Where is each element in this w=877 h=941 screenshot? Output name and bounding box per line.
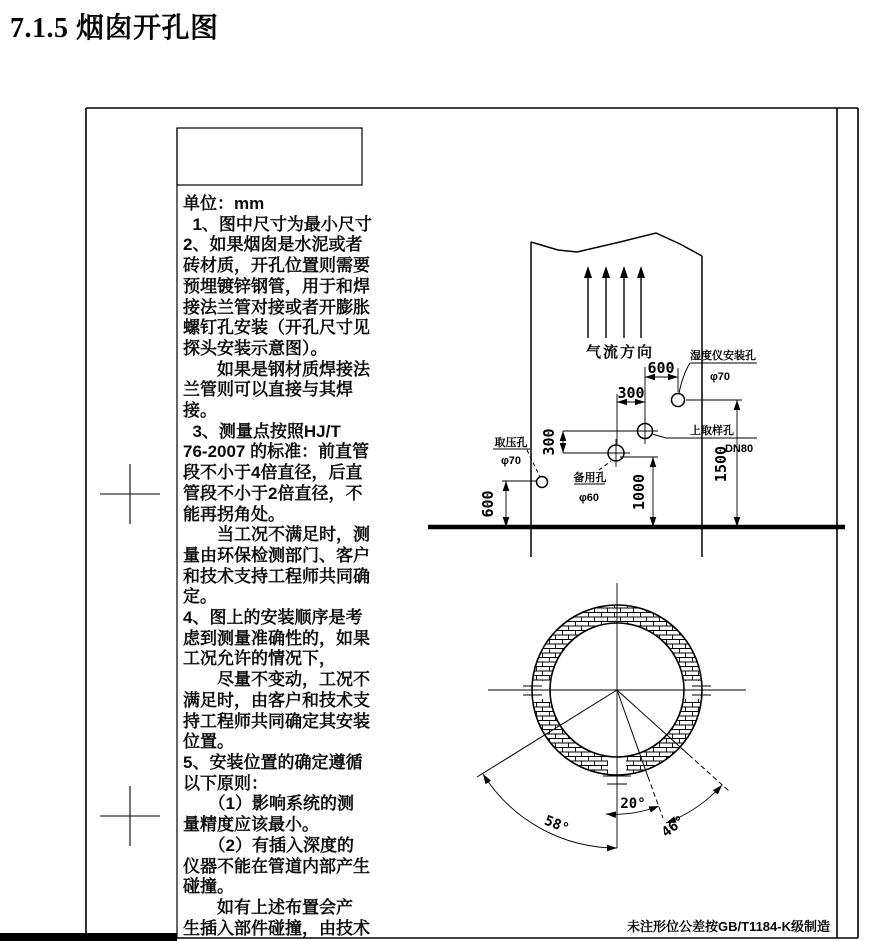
airflow-arrows xyxy=(584,266,645,338)
registration-marks xyxy=(100,464,160,846)
note-line: （1）影响系统的测 xyxy=(183,794,354,814)
title-box-empty xyxy=(177,128,362,185)
note-line: 虑到测量准确性的，如果 xyxy=(183,628,370,648)
note-line: 砖材质，开孔位置则需要 xyxy=(183,256,370,276)
note-line: 仪器不能在管道内部产生 xyxy=(183,856,370,876)
pressure-hole-leader xyxy=(527,450,540,477)
pressure-hole-size: φ70 xyxy=(500,455,522,467)
humidity-hole-leader xyxy=(679,363,690,393)
sampling-hole-size: DN80 xyxy=(724,443,754,455)
note-line: 尽量不变动，工况不 xyxy=(183,670,370,690)
note-line: 接法兰管对接或者开膨胀 xyxy=(183,297,370,317)
angle-dimension-arcs xyxy=(483,774,722,848)
sampling-hole-label: 上取样孔 xyxy=(690,425,734,437)
angle-46: 46° xyxy=(658,812,689,841)
spare-hole-size: φ60 xyxy=(578,492,600,504)
note-line: 位置。 xyxy=(183,732,234,752)
note-line: 量由环保检测部门、客户 xyxy=(183,545,370,565)
humidity-hole-size: φ70 xyxy=(709,371,731,383)
note-line: 单位：mm xyxy=(183,194,265,213)
note-line: 量精度应该最小。 xyxy=(183,815,319,835)
tolerance-note: 未注形位公差按GB/T1184-K级制造 xyxy=(627,919,830,934)
pressure-hole xyxy=(537,477,548,488)
cross-mark-upper xyxy=(100,464,160,524)
dim-600-left: 600 xyxy=(479,490,497,518)
note-line: 兰管则可以直接与其焊 xyxy=(183,380,353,400)
note-line: 接。 xyxy=(183,401,217,421)
chimney-break-line xyxy=(531,233,702,256)
spare-hole-label: 备用孔 xyxy=(573,472,607,484)
chimney-elevation xyxy=(428,233,845,557)
dim-300-vertical: 300 xyxy=(540,428,558,456)
note-line: 1、图中尺寸为最小尺寸 xyxy=(183,214,372,234)
spare-hole-leader xyxy=(599,461,611,470)
note-line: 螺钉孔安装（开孔尺寸见 xyxy=(183,318,370,338)
note-line: 满足时，由客户和技术支 xyxy=(183,690,370,710)
note-line: 4、图上的安装顺序是考 xyxy=(183,608,363,628)
dim-1500: 1500 xyxy=(712,445,730,483)
humidity-hole-label: 湿度仪安装孔 xyxy=(690,350,756,362)
note-line: 如果是钢材质焊接法 xyxy=(183,359,370,379)
angle-58: 58° xyxy=(541,812,572,838)
note-line: 如有上述布置会产 xyxy=(183,897,353,917)
note-line: 以下原则： xyxy=(183,773,268,793)
note-line: 持工程师共同确定其安装 xyxy=(183,711,370,731)
note-line: 5、安装位置的确定遵循 xyxy=(183,752,363,772)
note-line: 碰撞。 xyxy=(183,877,234,897)
note-line: 定。 xyxy=(183,587,217,607)
dim-300-top: 300 xyxy=(617,384,645,402)
sheet-frame xyxy=(86,108,858,938)
note-line: 工况允许的情况下， xyxy=(183,649,336,669)
dim-600-top: 600 xyxy=(647,359,675,377)
note-line: （2）有插入深度的 xyxy=(183,835,354,855)
note-line: 2、如果烟囱是水泥或者 xyxy=(183,235,363,255)
note-line: 和技术支持工程师共同确 xyxy=(183,566,370,586)
note-line: 能再拐角处。 xyxy=(183,504,285,524)
note-line: 段不小于4倍直径，后直 xyxy=(183,463,363,483)
note-line: 管段不小于2倍直径，不 xyxy=(183,483,363,503)
scan-black-bar xyxy=(0,933,177,941)
section-centerlines xyxy=(488,583,746,848)
note-line: 3、测量点按照HJ/T xyxy=(183,421,341,441)
angle-20: 20° xyxy=(620,796,646,812)
layout-lines xyxy=(177,128,362,938)
pressure-hole-label: 取压孔 xyxy=(494,437,528,449)
airflow-direction-label: 气流方向 xyxy=(585,344,655,361)
chimney-cross-section xyxy=(477,583,746,848)
dim-1000: 1000 xyxy=(630,473,648,511)
note-line: 当工况不满足时，测 xyxy=(183,525,370,545)
note-line: 生插入部件碰撞，由技术 xyxy=(183,918,370,938)
note-line: 探头安装示意图）。 xyxy=(183,338,328,358)
humidity-hole xyxy=(672,394,685,407)
note-line: 76-2007 的标准：前直管 xyxy=(183,442,370,462)
page-title: 7.1.5 烟囱开孔图 xyxy=(10,13,219,44)
cross-mark-lower xyxy=(100,786,160,846)
note-line: 预埋镀锌钢管，用于和焊 xyxy=(183,276,370,296)
